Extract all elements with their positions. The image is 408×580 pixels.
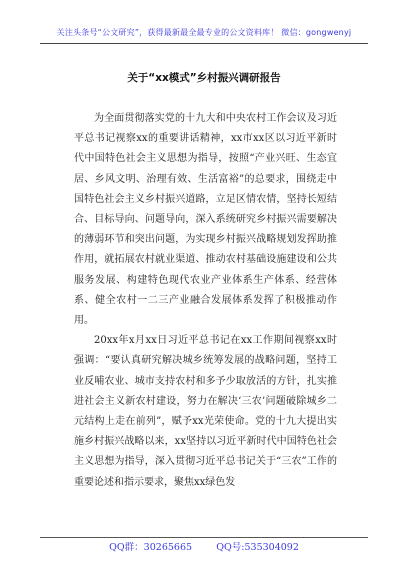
footer-divider: [40, 537, 368, 538]
footer-contact: QQ群：30265665 QQ号:535304092: [109, 542, 299, 553]
page-footer: [0, 539, 408, 553]
page-header: [0, 0, 408, 62]
paragraph: 20xx年x月xx日习近平总书记在xx工作期间视察xx时强调：“要认真研究解决城乡统筹发展的战略问题，坚持工业反哺农业、城市支持农村和多予少取放活的方针，扎实推进社会主义新农村建设，努力在解决‘三农’问题破除城乡二元结构上走在前列”，赋予xx光荣使命。党的十九大提出实施乡村振兴战略以来，xx坚持以习近平新时代中国特色社会主义思想为指导，深入贯彻习近平总书记关于“三农”工作的重要论述和指示要求，聚焦xx绿色发: [74, 335, 337, 488]
paragraph: 为全面贯彻落实党的十九大和中央农村工作会议及习近平总书记视察xx的重要讲话精神，xx市xx区以习近平新时代中国特色社会主义思想为指导，按照“产业兴旺、生态宜居、乡风文明、治理有效、生活富裕”的总要求，围绕走中国特色社会主义乡村振兴道路，立足区情农情，坚持长短结合、目标导向、问题导向，深入系统研究乡村振兴需要解决的薄弱环节和突出问题，为实现乡村振兴战略规划发挥助推作用，就拓展农村就业渠道、推动农村基础设施建设和公共服务发展、构建特色现代农业产业体系生产体系、经营体系、健全农村一二三产业融合发展体系发挥了积极推动作用。: [74, 113, 337, 327]
document-title: 关于“xx模式”乡村振兴调研报告: [127, 72, 281, 84]
header-divider: [40, 43, 368, 44]
header-note: 关注头条号“公文研究”，获得最新最全最专业的公文资料库！ 微信：gongwenyj: [56, 28, 352, 37]
document-body: [74, 109, 337, 493]
